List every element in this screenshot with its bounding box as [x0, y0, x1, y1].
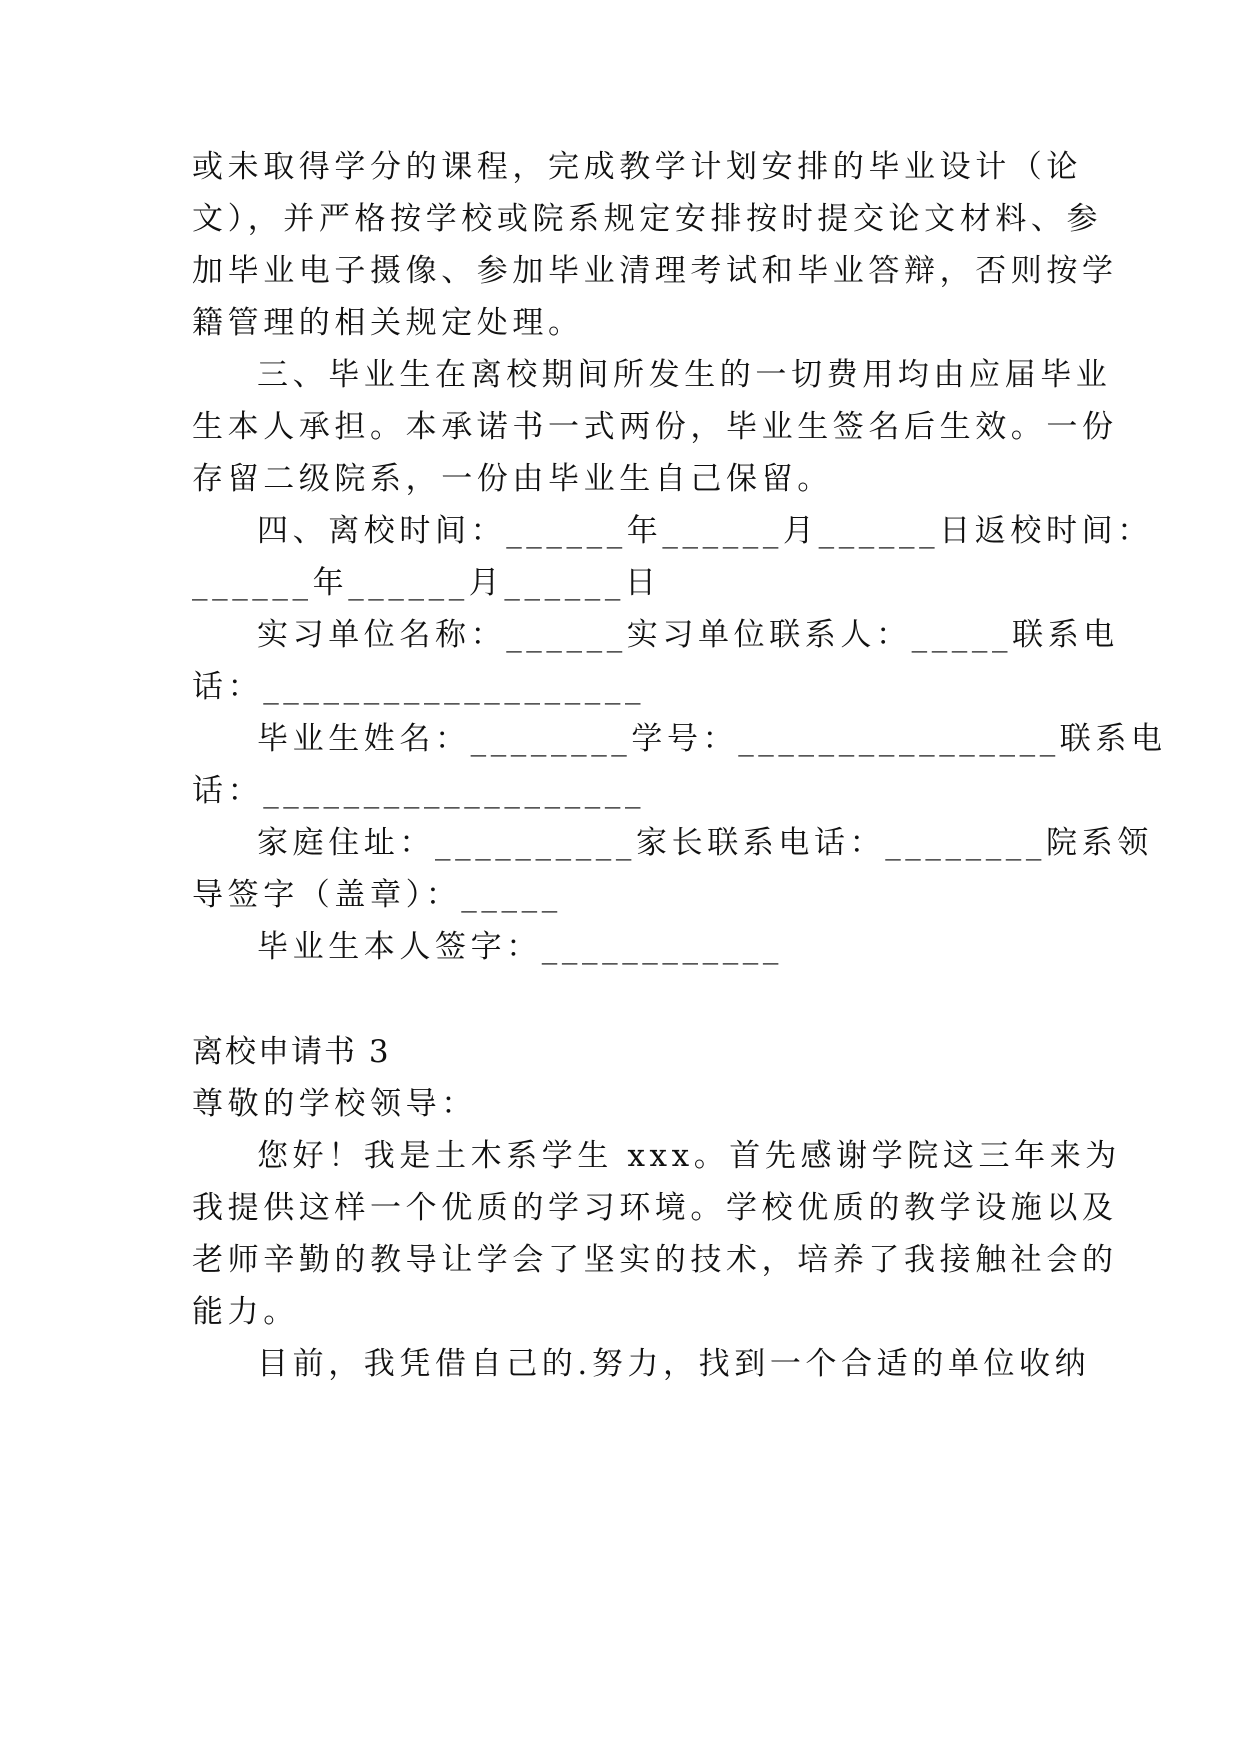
student-info-line: 毕业生姓名：________学号：________________联系电 [257, 721, 1167, 757]
paragraph-line: 文），并严格按学校或院系规定安排按时提交论文材料、参 [192, 201, 1103, 237]
paragraph-line: 加毕业电子摄像、参加毕业清理考试和毕业答辩，否则按学 [192, 253, 1118, 289]
paragraph-line: 存留二级院系，一份由毕业生自己保留。 [192, 461, 833, 497]
paragraph-line: 您好！我是土木系学生 xxx。首先感谢学院这三年来为 [257, 1138, 1121, 1174]
paragraph-line: 目前，我凭借自己的.努力，找到一个合适的单位收纳 [257, 1346, 1091, 1382]
internship-line: 实习单位名称：______实习单位联系人：_____联系电 [257, 617, 1119, 653]
home-address-line: 家庭住址：__________家长联系电话：________院系领 [257, 825, 1153, 861]
leave-time-line: 四、离校时间：______年______月______日返校时间： [257, 513, 1153, 549]
paragraph-line: 三、毕业生在离校期间所发生的一切费用均由应届毕业 [257, 357, 1112, 393]
student-phone-line: 话：___________________ [192, 773, 646, 809]
letter-title: 离校申请书 3 [192, 1034, 391, 1070]
paragraph-line: 老师辛勤的教导让学会了坚实的技术，培养了我接触社会的 [192, 1242, 1118, 1278]
leader-signature-line: 导签字（盖章）：_____ [192, 877, 562, 913]
return-time-line: ______年______月______日 [192, 565, 661, 601]
paragraph-line: 或未取得学分的课程，完成教学计划安排的毕业设计（论 [192, 149, 1082, 185]
paragraph-line: 生本人承担。本承诺书一式两份，毕业生签名后生效。一份 [192, 409, 1118, 445]
paragraph-line: 能力。 [192, 1294, 299, 1330]
student-signature-line: 毕业生本人签字：____________ [257, 929, 783, 965]
internship-phone-line: 话：___________________ [192, 669, 646, 705]
salutation: 尊敬的学校领导： [192, 1086, 477, 1122]
paragraph-line: 我提供这样一个优质的学习环境。学校优质的教学设施以及 [192, 1190, 1118, 1226]
paragraph-line: 籍管理的相关规定处理。 [192, 305, 584, 341]
